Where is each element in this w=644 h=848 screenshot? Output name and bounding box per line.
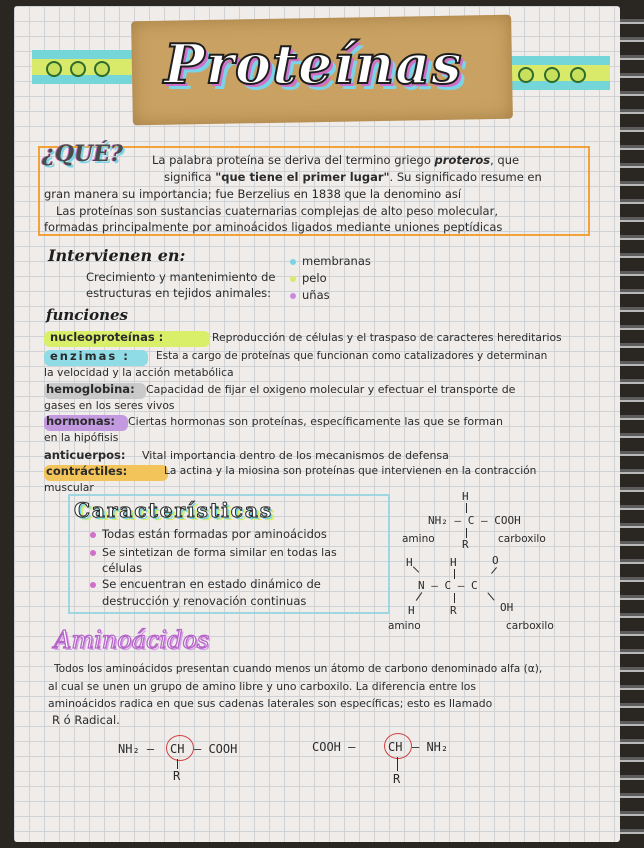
amino-line-2: al cual se unen un grupo de amino libre y uno carboxilo. La diferencia entre los [48,680,476,693]
char-line-4: Se encuentran en estado dinámico de [102,577,321,591]
formula1-amino: amino [402,533,435,545]
text-enzimas: Esta a cargo de proteínas que funcionan como catalizadores y determinan [156,350,548,362]
notebook-page [14,6,620,842]
formula2-r: R [450,604,457,617]
item-membranas: membranas [302,254,371,268]
definition-line-1: La palabra proteína se deriva del termino griego proteros, que [152,153,520,167]
bullet-pelo [290,276,296,282]
funciones-heading: funciones [46,306,128,324]
term-contractiles: contráctiles: [46,464,128,478]
formula2-main: N – C – C [418,579,478,592]
formula2-h3: H [408,604,415,617]
formula1-h: H [462,490,469,503]
formula2-oh: OH [500,601,514,614]
definition-line-2: significa "que tiene el primer lugar". Su significado resume en [164,170,542,184]
char-bullet-2 [90,550,96,556]
formula3-r: R [173,769,181,783]
formula2-h1: H [406,556,413,569]
term-anticuerpos: anticuerpos: [44,448,126,462]
page-title: Proteínas [164,32,463,96]
formula3-right: – COOH [194,742,238,756]
amino-line-4: R ó Radical. [52,713,120,727]
char-line-5: destrucción y renovación continuas [102,594,307,608]
left-header-band [32,50,132,84]
aminoacidos-heading: Aminoácidos [54,626,210,654]
definition-line-4: Las proteínas son sustancias cuaternarias complejas de alto peso molecular, [56,204,498,218]
formula4-right: – NH₂ [412,740,449,754]
intervienen-text-1: Crecimiento y mantenimiento de [86,270,276,284]
item-pelo: pelo [302,271,327,285]
text-anticuerpos: Vital importancia dentro de los mecanismos de defensa [142,449,449,462]
formula2-o: O [492,554,499,567]
term-nucleoproteinas: nucleoproteínas : [50,330,164,344]
bullet-membranas [290,259,296,265]
text-contractiles: La actina y la miosina son proteínas que intervienen en la contracción [164,465,537,477]
formula2-amino: amino [388,620,421,632]
text-hormonas-2: en la hipófisis [44,431,119,444]
bullet-unas [290,293,296,299]
formula1-carboxilo: carboxilo [498,533,546,545]
text-contractiles-2: muscular [44,481,94,494]
intervienen-text-2: estructuras en tejidos animales: [86,286,272,300]
text-hemoglobina: Capacidad de fijar el oxigeno molecular y efectuar el transporte de [146,383,516,396]
text-enzimas-2: la velocidad y la acción metabólica [44,366,234,379]
text-nucleoproteinas: Reproducción de células y el traspaso de caracteres hereditarios [212,331,562,344]
formula2-h2: H [450,556,457,569]
amino-line-3: aminoácidos radica en que sus cadenas laterales son específicas; esto es llamado [48,697,493,710]
item-unas: uñas [302,288,330,302]
term-hemoglobina: hemoglobina: [46,382,135,396]
formula1-r: R [462,538,469,551]
formula4-left: COOH – [312,740,356,754]
amino-line-1: Todos los aminoácidos presentan cuando menos un átomo de carbono denominado alfa (α), [54,663,543,675]
formula1-main: NH₂ – C – COOH [428,514,521,527]
term-enzimas: enzimas : [50,349,130,363]
caracteristicas-heading: Características [74,498,274,522]
formula3-left: NH₂ – [118,742,155,756]
formula2-carboxilo: carboxilo [506,620,554,632]
formula3-ch: CH [170,742,185,756]
char-bullet-3 [90,582,96,588]
intervienen-heading: Intervienen en: [48,246,186,265]
char-line-1: Todas están formadas por aminoácidos [102,527,327,541]
text-hormonas: Ciertas hormonas son proteínas, específicamente las que se forman [128,415,503,428]
definition-line-5: formadas principalmente por aminoácidos ligados mediante uniones peptídicas [44,220,503,234]
char-line-2: Se sintetizan de forma similar en todas las [102,546,337,559]
que-label: ¿QUÉ? [42,141,123,167]
char-bullet-1 [90,532,96,538]
text-hemoglobina-2: gases en los seres vivos [44,399,175,412]
formula4-ch: CH [388,740,403,754]
right-header-band [504,56,610,90]
definition-line-3: gran manera su importancia; fue Berzelius en 1838 que la denomino así [44,187,462,201]
formula4-r: R [393,772,401,786]
notebook-spiral [620,10,644,840]
term-hormonas: hormonas: [46,414,116,428]
char-line-3: células [102,561,143,575]
